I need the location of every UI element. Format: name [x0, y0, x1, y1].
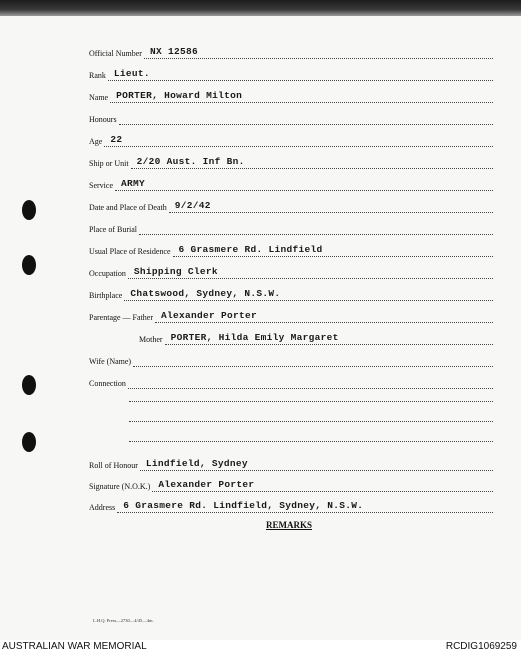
remarks-heading: REMARKS [266, 520, 313, 530]
burial-label: Place of Burial [89, 225, 137, 234]
official-number-label: Official Number [89, 49, 142, 58]
rank-row [89, 67, 493, 81]
signature-row [89, 478, 493, 492]
age-row [89, 133, 493, 147]
address-value: 6 Grasmere Rd. Lindfield, Sydney, N.S.W. [123, 500, 364, 511]
connection-label: Connection [89, 379, 126, 388]
mother-row [139, 331, 493, 345]
occupation-row [89, 265, 493, 279]
honours-row [89, 111, 493, 125]
name-row [89, 89, 493, 103]
punch-hole [22, 375, 36, 395]
birthplace-label: Birthplace [89, 291, 123, 300]
service-row [89, 177, 493, 191]
connection-line [129, 441, 493, 442]
wife-row [89, 353, 493, 367]
age-value: 22 [110, 134, 123, 145]
name-label: Name [89, 93, 109, 102]
roll-of-honour-label: Roll of Honour [89, 461, 138, 470]
roll-of-honour-value: Lindfield, Sydney [145, 458, 248, 469]
rank-value: Lieut. [113, 68, 150, 79]
roll-of-honour-row [89, 457, 493, 471]
connection-row [89, 375, 493, 389]
connection-line [129, 421, 493, 422]
official-number-row [89, 45, 493, 59]
signature-label: Signature (N.O.K.) [89, 482, 151, 491]
signature-value: Alexander Porter [158, 479, 255, 490]
mother-label: Mother [139, 335, 163, 344]
official-number-value: NX 12586 [149, 46, 198, 57]
father-row [89, 309, 493, 323]
residence-row [89, 243, 493, 257]
burial-row [89, 221, 493, 235]
occupation-value: Shipping Clerk [133, 266, 218, 277]
father-label: Parentage — Father [89, 313, 153, 322]
residence-label: Usual Place of Residence [89, 247, 171, 256]
unit-row [89, 155, 493, 169]
footer-record-id: RCDIG1069259 [445, 641, 517, 652]
wife-label: Wife (Name) [89, 357, 132, 366]
form-code: L.H.Q. Press—2730—4/45—4m. [93, 618, 154, 623]
address-row [89, 499, 493, 513]
birthplace-value: Chatswood, Sydney, N.S.W. [130, 288, 281, 299]
father-value: Alexander Porter [160, 310, 257, 321]
punch-hole [22, 200, 36, 220]
scan-top-edge [0, 0, 521, 16]
footer-bar [0, 640, 521, 654]
death-label: Date and Place of Death [89, 203, 167, 212]
mother-value: PORTER, Hilda Emily Margaret [170, 332, 339, 343]
address-label: Address [89, 503, 116, 512]
death-row [89, 199, 493, 213]
service-value: ARMY [121, 178, 146, 189]
occupation-label: Occupation [89, 269, 126, 278]
name-value: PORTER, Howard Milton [116, 90, 243, 101]
birthplace-row [89, 287, 493, 301]
unit-value: 2/20 Aust. Inf Bn. [136, 156, 245, 167]
punch-hole [22, 432, 36, 452]
rank-label: Rank [89, 71, 106, 80]
service-label: Service [89, 181, 113, 190]
connection-line [129, 401, 493, 402]
honours-label: Honours [89, 115, 117, 124]
unit-label: Ship or Unit [89, 159, 129, 168]
age-label: Age [89, 137, 103, 146]
punch-hole [22, 255, 36, 275]
death-value: 9/2/42 [174, 200, 211, 211]
residence-value: 6 Grasmere Rd. Lindfield [178, 244, 323, 255]
footer-institution: AUSTRALIAN WAR MEMORIAL [2, 641, 147, 652]
